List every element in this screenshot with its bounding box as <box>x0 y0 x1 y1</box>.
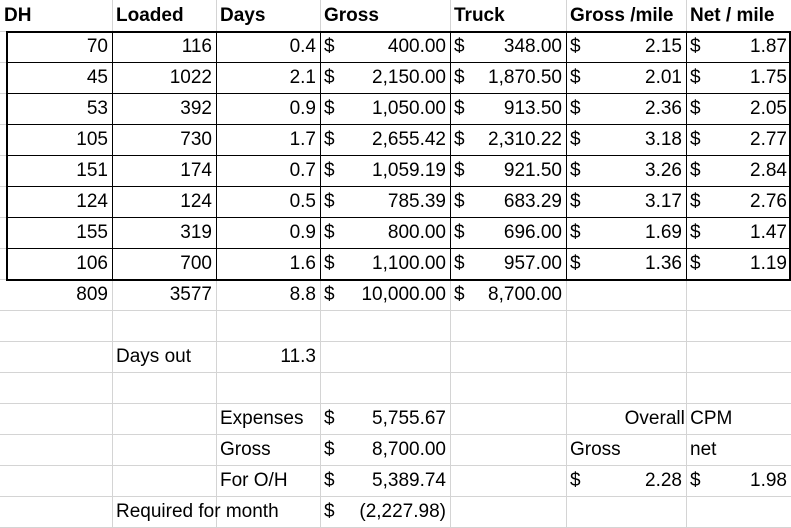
currency-symbol: $ <box>690 129 701 150</box>
currency-symbol: $ <box>570 470 581 491</box>
cpm-net-label: net <box>690 439 717 460</box>
currency-symbol: $ <box>690 470 701 491</box>
cell-gross-per-mile-value: 3.18 <box>645 129 682 150</box>
cell-truck <box>450 124 566 155</box>
cell-days: 0.9 <box>289 98 316 119</box>
currency-symbol: $ <box>324 408 335 429</box>
cell-net-per-mile-value: 1.47 <box>750 222 787 243</box>
currency-symbol: $ <box>324 470 335 491</box>
cell-gross-value: 2,150.00 <box>372 67 446 88</box>
cell-dh: 70 <box>86 36 108 57</box>
gridline-horizontal <box>0 372 791 373</box>
currency-symbol: $ <box>690 98 701 119</box>
days-out-label: Days out <box>116 346 191 367</box>
cell-gross <box>320 31 450 62</box>
currency-symbol: $ <box>454 160 465 181</box>
cell-gross <box>320 93 450 124</box>
cell-dh: 155 <box>76 222 108 243</box>
cell-net-per-mile <box>686 124 791 155</box>
cell-gross <box>320 62 450 93</box>
cell-truck <box>450 62 566 93</box>
summary-value-expenses-value: 5,755.67 <box>372 408 446 429</box>
cell-gross-per-mile <box>566 31 686 62</box>
cell-gross-per-mile-value: 2.15 <box>645 36 682 57</box>
cell-gross-value: 800.00 <box>387 222 446 243</box>
summary-value-gross-value: 8,700.00 <box>372 439 446 460</box>
cell-dh: 151 <box>76 160 108 181</box>
cell-truck-value: 348.00 <box>503 36 562 57</box>
cell-truck <box>450 93 566 124</box>
gridline-horizontal <box>0 310 791 311</box>
cell-loaded: 116 <box>181 36 212 57</box>
currency-symbol: $ <box>324 222 335 243</box>
summary-value-expenses <box>320 403 450 434</box>
currency-symbol: $ <box>454 36 465 57</box>
cell-truck-value: 1,870.50 <box>488 67 562 88</box>
overall-cpm-title: Overall CPM <box>624 408 733 429</box>
currency-symbol: $ <box>454 98 465 119</box>
cell-gross-value: 1,100.00 <box>372 253 446 274</box>
cell-gross-per-mile <box>566 155 686 186</box>
cell-net-per-mile-value: 2.77 <box>750 129 787 150</box>
cell-loaded: 700 <box>180 253 212 274</box>
cell-truck-value: 921.50 <box>503 160 562 181</box>
total-dh: 809 <box>76 284 108 305</box>
cell-net-per-mile <box>686 217 791 248</box>
summary-value-required-for-month <box>320 496 450 527</box>
cell-dh: 106 <box>76 253 108 274</box>
cell-dh: 105 <box>76 129 108 150</box>
cell-days: 0.9 <box>289 222 316 243</box>
cell-gross <box>320 124 450 155</box>
currency-symbol: $ <box>570 67 581 88</box>
header-loaded: Loaded <box>116 5 184 26</box>
currency-symbol: $ <box>324 98 335 119</box>
days-out-value: 11.3 <box>280 346 316 367</box>
summary-value-gross <box>320 434 450 465</box>
cell-loaded: 730 <box>180 129 212 150</box>
header-truck: Truck <box>454 5 505 26</box>
cell-truck-value: 957.00 <box>503 253 562 274</box>
currency-symbol: $ <box>570 253 581 274</box>
header-gross: Gross <box>324 5 379 26</box>
cpm-net-value <box>686 465 791 496</box>
cell-loaded: 1022 <box>169 67 212 88</box>
cell-gross-value: 1,050.00 <box>372 98 446 119</box>
cell-loaded: 392 <box>180 98 212 119</box>
cell-truck <box>450 31 566 62</box>
cell-gross-value: 1,059.19 <box>372 160 446 181</box>
cell-gross-per-mile-value: 1.69 <box>645 222 682 243</box>
header-net-per-mile: Net / mile <box>690 5 775 26</box>
cell-truck <box>450 217 566 248</box>
summary-value-for-oh <box>320 465 450 496</box>
currency-symbol: $ <box>324 253 335 274</box>
currency-symbol: $ <box>690 191 701 212</box>
cell-gross <box>320 186 450 217</box>
cell-gross <box>320 155 450 186</box>
cpm-net-value-value: 1.98 <box>750 470 787 491</box>
cell-net-per-mile-value: 2.76 <box>750 191 787 212</box>
currency-symbol: $ <box>454 129 465 150</box>
currency-symbol: $ <box>690 222 701 243</box>
cell-gross-value: 2,655.42 <box>372 129 446 150</box>
cell-net-per-mile <box>686 31 791 62</box>
cell-dh: 124 <box>76 191 108 212</box>
cell-gross-per-mile <box>566 217 686 248</box>
cell-gross-per-mile-value: 2.01 <box>645 67 682 88</box>
currency-symbol: $ <box>690 36 701 57</box>
currency-symbol: $ <box>454 191 465 212</box>
cell-loaded: 124 <box>180 191 212 212</box>
cell-dh: 53 <box>86 98 108 119</box>
cell-truck-value: 683.29 <box>503 191 562 212</box>
cell-net-per-mile-value: 1.75 <box>750 67 787 88</box>
cell-loaded: 174 <box>180 160 212 181</box>
currency-symbol: $ <box>324 191 335 212</box>
cell-truck <box>450 155 566 186</box>
currency-symbol: $ <box>324 160 335 181</box>
currency-symbol: $ <box>324 129 335 150</box>
cell-truck-value: 2,310.22 <box>488 129 562 150</box>
cell-gross-per-mile <box>566 124 686 155</box>
currency-symbol: $ <box>570 160 581 181</box>
header-dh: DH <box>4 5 32 26</box>
cell-truck-value: 696.00 <box>503 222 562 243</box>
total-gross <box>320 279 450 310</box>
summary-label-required-for-month: Required for month <box>116 501 279 522</box>
currency-symbol: $ <box>570 222 581 243</box>
summary-label-gross: Gross <box>220 439 271 460</box>
cell-gross-per-mile-value: 2.36 <box>645 98 682 119</box>
summary-value-required-for-month-value: (2,227.98) <box>359 501 446 522</box>
currency-symbol: $ <box>690 253 701 274</box>
currency-symbol: $ <box>570 191 581 212</box>
total-loaded: 3577 <box>169 284 212 305</box>
header-gross-per-mile: Gross /mile <box>570 5 674 26</box>
cpm-gross-value-value: 2.28 <box>645 470 682 491</box>
cell-net-per-mile <box>686 93 791 124</box>
currency-symbol: $ <box>570 129 581 150</box>
currency-symbol: $ <box>454 284 465 305</box>
cell-truck <box>450 186 566 217</box>
currency-symbol: $ <box>324 36 335 57</box>
currency-symbol: $ <box>324 284 335 305</box>
cell-gross-value: 400.00 <box>387 36 446 57</box>
cell-days: 2.1 <box>289 67 316 88</box>
cell-days: 1.6 <box>289 253 316 274</box>
currency-symbol: $ <box>690 160 701 181</box>
header-days: Days <box>220 5 266 26</box>
cell-net-per-mile <box>686 248 791 279</box>
currency-symbol: $ <box>570 36 581 57</box>
currency-symbol: $ <box>324 501 335 522</box>
cell-gross-per-mile <box>566 186 686 217</box>
summary-value-for-oh-value: 5,389.74 <box>372 470 446 491</box>
cell-truck-value: 913.50 <box>503 98 562 119</box>
currency-symbol: $ <box>454 222 465 243</box>
cell-gross-value: 785.39 <box>387 191 446 212</box>
total-gross-value: 10,000.00 <box>361 284 446 305</box>
total-truck <box>450 279 566 310</box>
summary-label-expenses: Expenses <box>220 408 304 429</box>
cell-loaded: 319 <box>180 222 212 243</box>
currency-symbol: $ <box>690 67 701 88</box>
currency-symbol: $ <box>454 253 465 274</box>
total-truck-value: 8,700.00 <box>488 284 562 305</box>
cell-net-per-mile <box>686 186 791 217</box>
cell-net-per-mile-value: 2.05 <box>750 98 787 119</box>
cell-truck <box>450 248 566 279</box>
cell-days: 1.7 <box>289 129 316 150</box>
summary-label-for-oh: For O/H <box>220 470 288 491</box>
cell-gross-per-mile <box>566 248 686 279</box>
cell-gross-per-mile-value: 3.26 <box>645 160 682 181</box>
currency-symbol: $ <box>454 67 465 88</box>
cell-days: 0.7 <box>289 160 316 181</box>
currency-symbol: $ <box>570 98 581 119</box>
currency-symbol: $ <box>324 439 335 460</box>
cell-gross-per-mile-value: 3.17 <box>645 191 682 212</box>
cpm-gross-label: Gross <box>570 439 621 460</box>
currency-symbol: $ <box>324 67 335 88</box>
total-days: 8.8 <box>289 284 316 305</box>
cell-net-per-mile-value: 2.84 <box>750 160 787 181</box>
cell-gross <box>320 248 450 279</box>
cell-net-per-mile-value: 1.87 <box>750 36 787 57</box>
cell-dh: 45 <box>86 67 108 88</box>
cell-days: 0.5 <box>289 191 316 212</box>
cell-gross-per-mile <box>566 93 686 124</box>
cell-gross <box>320 217 450 248</box>
cell-gross-per-mile-value: 1.36 <box>645 253 682 274</box>
cell-net-per-mile <box>686 155 791 186</box>
cell-net-per-mile-value: 1.19 <box>750 253 787 274</box>
cell-gross-per-mile <box>566 62 686 93</box>
cpm-gross-value <box>566 465 686 496</box>
cell-net-per-mile <box>686 62 791 93</box>
cell-days: 0.4 <box>289 36 316 57</box>
